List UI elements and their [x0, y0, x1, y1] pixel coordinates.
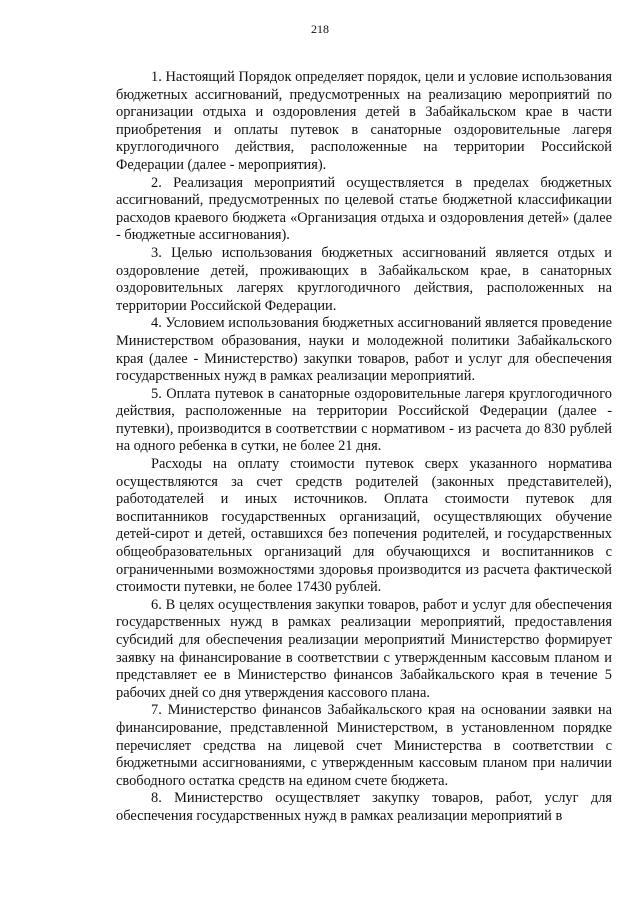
paragraph-2: 2. Реализация мероприятий осуществляется в пределах бюджетных ассигнований, предусмотренных по целевой статье бюджетной классификации расходов краевого бюджета «Организация отдыха и оздоровления детей» (далее - бюджетные ассигнования).: [116, 174, 612, 244]
paragraph-8: 8. Министерство осуществляет закупку товаров, работ, услуг для обеспечения государственных нужд в рамках реализации мероприятий в: [116, 790, 612, 824]
paragraph-3: 3. Целью использования бюджетных ассигнований является отдых и оздоровление детей, проживающих в Забайкальском крае, в санаторных оздоровительных лагерях круглогодичного действия, расположенных на территории Российской Федерации.: [116, 244, 612, 314]
document-body: [116, 69, 612, 826]
paragraph-4: 4. Условием использования бюджетных ассигнований является проведение Министерством образования, науки и молодежной политики Забайкальского края (далее - Министерство) закупки товаров, работ и услуг для обеспечения государственных нужд в рамках реализации мероприятий.: [116, 315, 612, 385]
paragraph-1: 1. Настоящий Порядок определяет порядок, цели и условие использования бюджетных ассигнований, предусмотренных на реализацию мероприятий по организации отдыха и оздоровления детей в Забайкальском крае в части приобретения и оплаты путевок в санаторные оздоровительные лагеря круглогодичного действия, расположенные на территории Российской Федерации (далее - мероприятия).: [116, 69, 612, 173]
paragraph-5: 5. Оплата путевок в санаторные оздоровительные лагеря круглогодичного действия, расположенные на территории Российской Федерации (далее - путевки), производится в соответствии с нормативом - из расчета до 830 рублей на одного ребенка в сутки, не более 21 дня.: [116, 385, 612, 455]
page-number: 218: [311, 22, 329, 36]
paragraph-5-continued: Расходы на оплату стоимости путевок сверх указанного норматива осуществляются за счет средств родителей (законных представителей), работодателей и иных источников. Оплата стоимости путевок для воспитанников государственных организаций, осуществляющих обучение детей-сирот и детей, оставшихся без попечения родителей, и государственных общеобразовательных организаций для обучающихся и воспитанников с ограниченными возможностями здоровья производится из расчета фактической стоимости путевки, не более 17430 рублей.: [116, 456, 612, 596]
paragraph-6: 6. В целях осуществления закупки товаров, работ и услуг для обеспечения государственных нужд в рамках реализации мероприятий, предоставления субсидий для обеспечения реализации мероприятий Министерство формирует заявку на финансирование в соответствии с утвержденным кассовым планом и представляет ее в Министерство финансов Забайкальского края в течение 5 рабочих дней со дня утверждения кассового плана.: [116, 596, 612, 701]
paragraph-7: 7. Министерство финансов Забайкальского края на основании заявки на финансирование, представленной Министерством, в установленном порядке перечисляет средства на лицевой счет Министерства в соответствии с бюджетными ассигнованиями, с утвержденным кассовым планом при наличии свободного остатка средств на едином счете бюджета.: [116, 702, 612, 789]
